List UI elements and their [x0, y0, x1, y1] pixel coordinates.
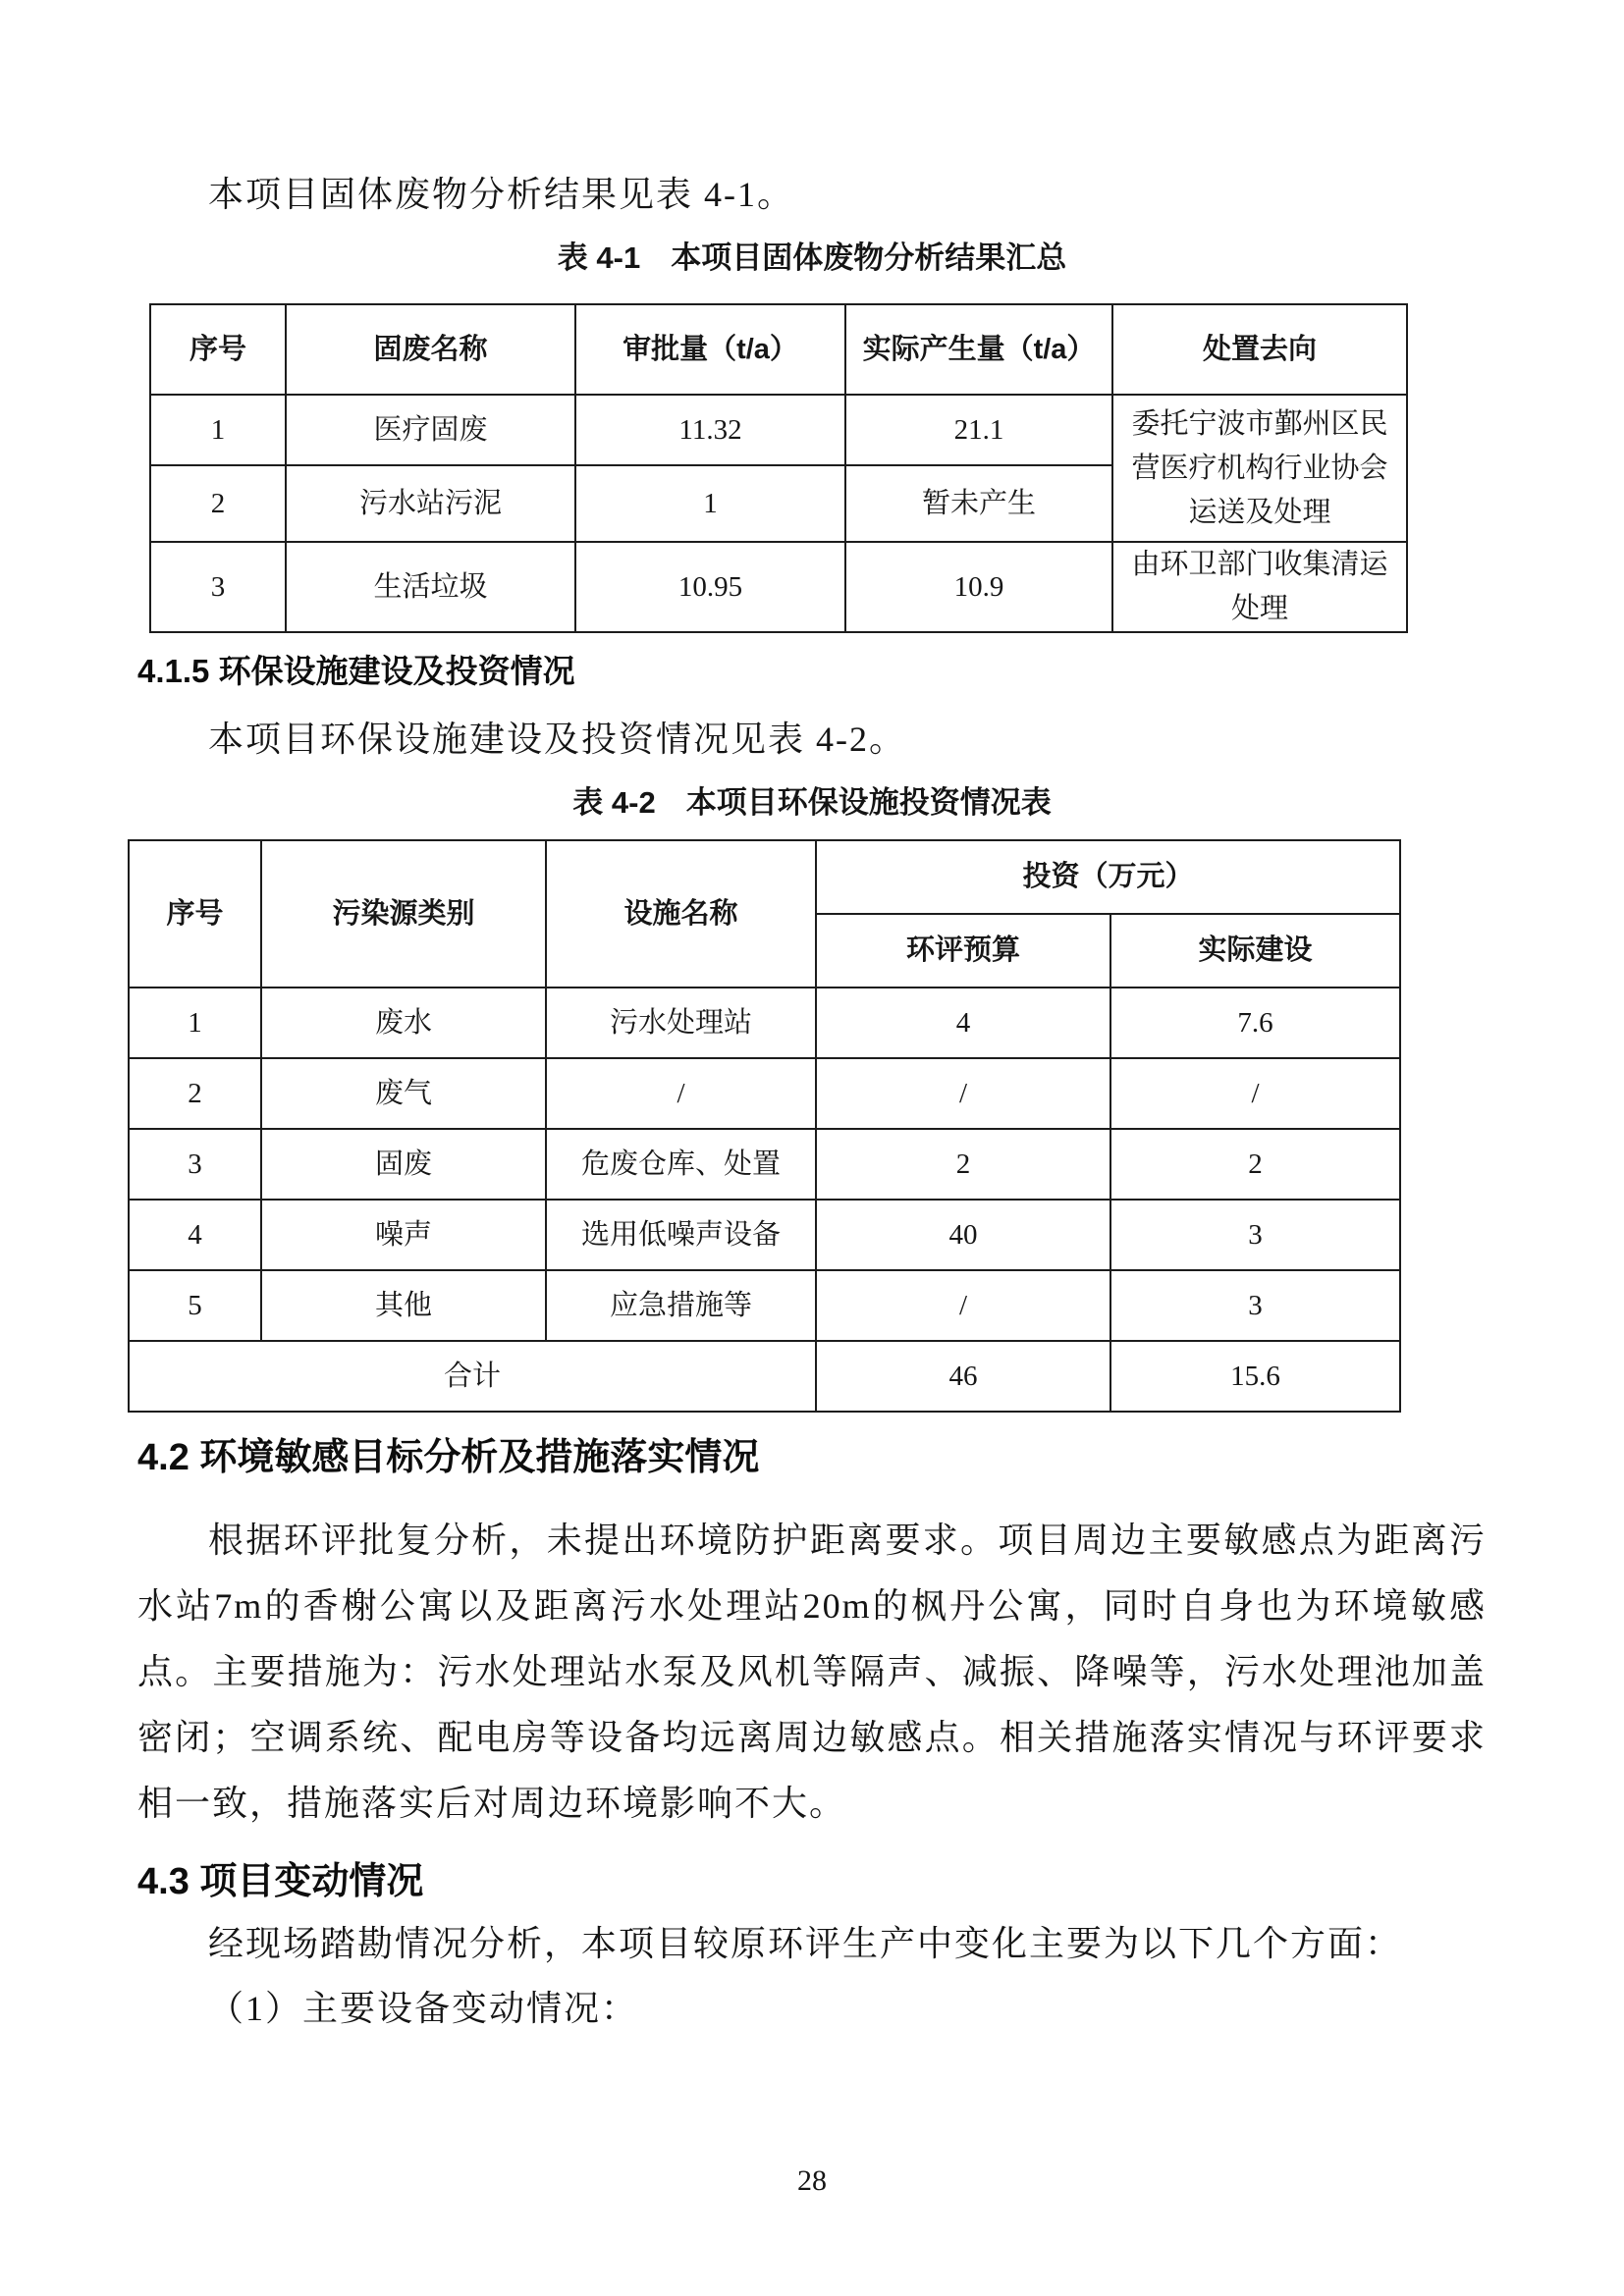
paragraph-4-2: 根据环评批复分析，未提出环境防护距离要求。项目周边主要敏感点为距离污水站7m的香榭公寓以及距离污水处理站20m的枫丹公寓，同时自身也为环境敏感点。主要措施为：污水处理站水泵及风机等隔声、减振、降噪等，污水处理池加盖密闭；空调系统、配电房等设备均远离周边敏感点。相关措施落实情况与环评要求相一致，措施落实后对周边环境影响不大。 — [137, 1521, 1487, 1824]
paragraph-4-3-item-1: （1）主要设备变动情况： — [208, 1988, 639, 2028]
table-cell: / — [1110, 1058, 1400, 1129]
table-cell: 废水 — [261, 988, 546, 1058]
table-4-1 — [149, 303, 1408, 633]
table-cell: 7.6 — [1110, 988, 1400, 1058]
section-heading-4-2: 4.2 环境敏感目标分析及措施落实情况 — [137, 1437, 760, 1479]
header-cell-facility: 设施名称 — [546, 840, 816, 988]
table-row — [150, 542, 1407, 632]
table-cell: / — [816, 1270, 1110, 1341]
table-cell: 噪声 — [261, 1200, 546, 1270]
table-4-2-caption: 表 4-2 本项目环保设施投资情况表 — [572, 784, 1052, 820]
header-cell-budget: 环评预算 — [816, 914, 1110, 988]
table-cell: 废气 — [261, 1058, 546, 1129]
table-row — [150, 395, 1407, 465]
header-cell-source: 污染源类别 — [261, 840, 546, 988]
table-cell: 4 — [816, 988, 1110, 1058]
table-cell: 3 — [1110, 1270, 1400, 1341]
section-heading-4-1-5: 4.1.5 环保设施建设及投资情况 — [137, 652, 575, 689]
table-cell: 4 — [129, 1200, 261, 1270]
table-cell: 5 — [129, 1270, 261, 1341]
table-cell: 2 — [129, 1058, 261, 1129]
table-row — [129, 1200, 1400, 1270]
table-cell: 10.9 — [845, 542, 1112, 632]
table-cell: 医疗固废 — [286, 395, 575, 465]
table-cell: 3 — [150, 542, 286, 632]
intro-paragraph: 本项目固体废物分析结果见表 4-1。 — [208, 175, 794, 214]
table-cell: 11.32 — [575, 395, 845, 465]
table-cell-disposal: 由环卫部门收集清运处理 — [1112, 542, 1407, 632]
table-cell: 暂未产生 — [845, 465, 1112, 542]
table-cell-disposal-merged: 委托宁波市鄞州区民营医疗机构行业协会运送及处理 — [1112, 395, 1407, 542]
table-row — [129, 1058, 1400, 1129]
table-cell: 污水站污泥 — [286, 465, 575, 542]
paragraph-4-1-5: 本项目环保设施建设及投资情况见表 4-2。 — [208, 720, 906, 760]
table-cell: 1 — [129, 988, 261, 1058]
table-4-1-header-row — [150, 304, 1407, 395]
table-4-1-caption: 表 4-1 本项目固体废物分析结果汇总 — [557, 240, 1067, 275]
table-4-2 — [128, 839, 1401, 1413]
page-number: 28 — [797, 2164, 827, 2197]
table-cell: 污水处理站 — [546, 988, 816, 1058]
header-cell-approved: 审批量（t/a） — [575, 304, 845, 395]
table-cell: 其他 — [261, 1270, 546, 1341]
paragraph-4-3-intro: 经现场踏勘情况分析，本项目较原环评生产中变化主要为以下几个方面： — [208, 1924, 1403, 1964]
table-cell: 2 — [150, 465, 286, 542]
section-heading-4-3: 4.3 项目变动情况 — [137, 1861, 424, 1903]
table-cell: 应急措施等 — [546, 1270, 816, 1341]
header-cell-investment: 投资（万元） — [816, 840, 1400, 914]
table-row — [129, 1270, 1400, 1341]
table-cell: / — [816, 1058, 1110, 1129]
header-cell-name: 固废名称 — [286, 304, 575, 395]
table-cell: 固废 — [261, 1129, 546, 1200]
header-cell-no: 序号 — [150, 304, 286, 395]
header-cell-no: 序号 — [129, 840, 261, 988]
table-total-row — [129, 1341, 1400, 1412]
table-cell: 3 — [129, 1129, 261, 1200]
table-cell-total-label: 合计 — [129, 1341, 816, 1412]
table-cell: 生活垃圾 — [286, 542, 575, 632]
table-cell: 选用低噪声设备 — [546, 1200, 816, 1270]
header-cell-actual: 实际产生量（t/a） — [845, 304, 1112, 395]
table-cell: 2 — [816, 1129, 1110, 1200]
table-cell: 2 — [1110, 1129, 1400, 1200]
table-cell-total-budget: 46 — [816, 1341, 1110, 1412]
table-row — [129, 1129, 1400, 1200]
table-4-2-header-row-top — [129, 840, 1400, 914]
table-cell: 3 — [1110, 1200, 1400, 1270]
table-cell-total-built: 15.6 — [1110, 1341, 1400, 1412]
table-cell: 1 — [150, 395, 286, 465]
table-cell: 10.95 — [575, 542, 845, 632]
table-cell: 21.1 — [845, 395, 1112, 465]
table-cell: 危废仓库、处置 — [546, 1129, 816, 1200]
header-cell-disposal: 处置去向 — [1112, 304, 1407, 395]
table-cell: 40 — [816, 1200, 1110, 1270]
table-cell: 1 — [575, 465, 845, 542]
header-cell-built: 实际建设 — [1110, 914, 1400, 988]
table-cell: / — [546, 1058, 816, 1129]
table-row — [129, 988, 1400, 1058]
